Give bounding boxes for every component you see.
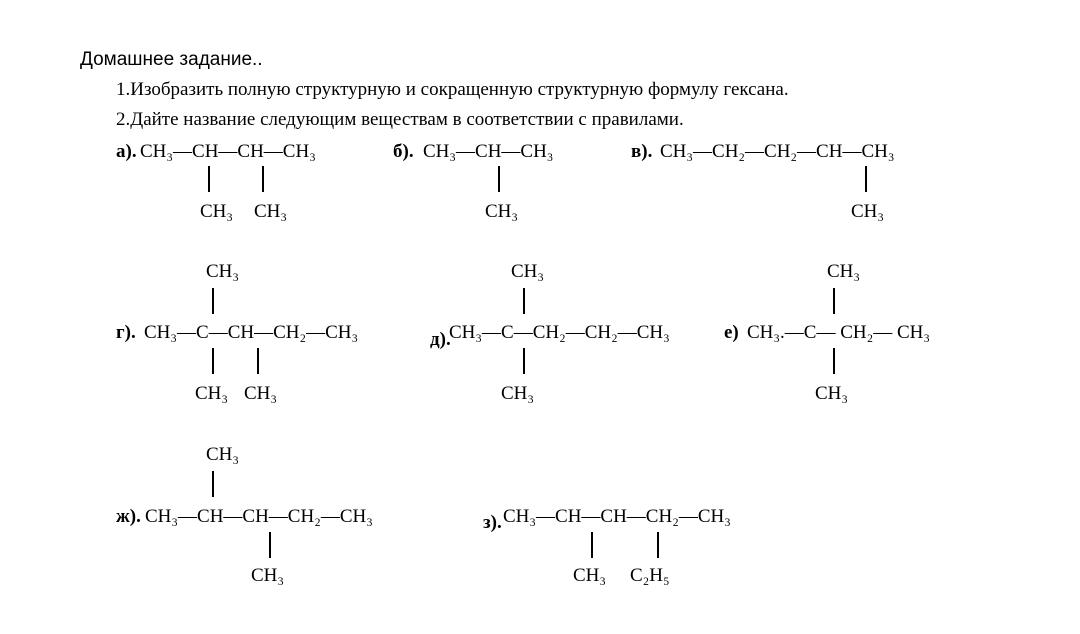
formula-b-substituent-1: CH₃ bbox=[485, 201, 519, 222]
formula-zh-label: ж). bbox=[116, 506, 141, 527]
formula-z-substituent-2: C₂H₅ bbox=[630, 565, 670, 586]
formula-z-bond-1 bbox=[591, 532, 593, 558]
formula-d-label: д). bbox=[430, 329, 451, 350]
task-1-text: 1.Изобразить полную структурную и сокращенную структурную формулу гексана. bbox=[116, 79, 789, 100]
formula-d-bond-top bbox=[523, 288, 525, 314]
formula-e-substituent-1: CH₃ bbox=[815, 383, 849, 404]
formula-zh-bond-top bbox=[212, 471, 214, 497]
page-title: Домашнее задание.. bbox=[80, 49, 263, 70]
task-2-text: 2.Дайте название следующим веществам в соответствии с правилами. bbox=[116, 109, 684, 130]
formula-zh-substituent-1: CH₃ bbox=[251, 565, 285, 586]
formula-b-bond-1 bbox=[498, 166, 500, 192]
formula-e-label: е) bbox=[724, 322, 739, 343]
formula-e-bond-top bbox=[833, 288, 835, 314]
formula-d-bond-1 bbox=[523, 348, 525, 374]
formula-b-label: б). bbox=[393, 141, 414, 162]
formula-g-bond-top bbox=[212, 288, 214, 314]
formula-zh-top-substituent: CH₃ bbox=[206, 444, 240, 465]
formula-g-top-substituent: CH₃ bbox=[206, 261, 240, 282]
formula-g-bond-1 bbox=[212, 348, 214, 374]
formula-g-bond-2 bbox=[257, 348, 259, 374]
formula-v-main-chain: CH₃—CH₂—CH₂—CH—CH₃ bbox=[660, 141, 895, 162]
formula-g-substituent-2: CH₃ bbox=[244, 383, 278, 404]
formula-a-substituent-2: CH₃ bbox=[254, 201, 288, 222]
formula-g-substituent-1: CH₃ bbox=[195, 383, 229, 404]
formula-v-label: в). bbox=[631, 141, 653, 162]
formula-b-main-chain: CH₃—CH—CH₃ bbox=[423, 141, 554, 162]
formula-a-label: а). bbox=[116, 141, 137, 162]
formula-v-bond-1 bbox=[865, 166, 867, 192]
formula-zh-bond-1 bbox=[269, 532, 271, 558]
formula-z-main-chain: CH₃—CH—CH—CH₂—CH₃ bbox=[503, 506, 731, 527]
formula-g-label: г). bbox=[116, 322, 136, 343]
formula-e-bond-1 bbox=[833, 348, 835, 374]
formula-a-substituent-1: CH₃ bbox=[200, 201, 234, 222]
formula-zh-main-chain: CH₃—CH—CH—CH₂—CH₃ bbox=[145, 506, 373, 527]
formula-z-substituent-1: CH₃ bbox=[573, 565, 607, 586]
formula-d-top-substituent: CH₃ bbox=[511, 261, 545, 282]
formula-a-main-chain: CH₃—CH—CH—CH₃ bbox=[140, 141, 316, 162]
formula-a-bond-2 bbox=[262, 166, 264, 192]
formula-a-bond-1 bbox=[208, 166, 210, 192]
formula-z-bond-2 bbox=[657, 532, 659, 558]
formula-e-top-substituent: CH₃ bbox=[827, 261, 861, 282]
formula-z-label: з). bbox=[483, 512, 502, 533]
formula-e-main-chain: CH₃.—C— CH₂— CH₃ bbox=[747, 322, 930, 343]
formula-d-substituent-1: CH₃ bbox=[501, 383, 535, 404]
formula-v-substituent-1: CH₃ bbox=[851, 201, 885, 222]
formula-g-main-chain: CH₃—C—CH—CH₂—CH₃ bbox=[144, 322, 359, 343]
formula-d-main-chain: CH₃—C—CH₂—CH₂—CH₃ bbox=[449, 322, 670, 343]
